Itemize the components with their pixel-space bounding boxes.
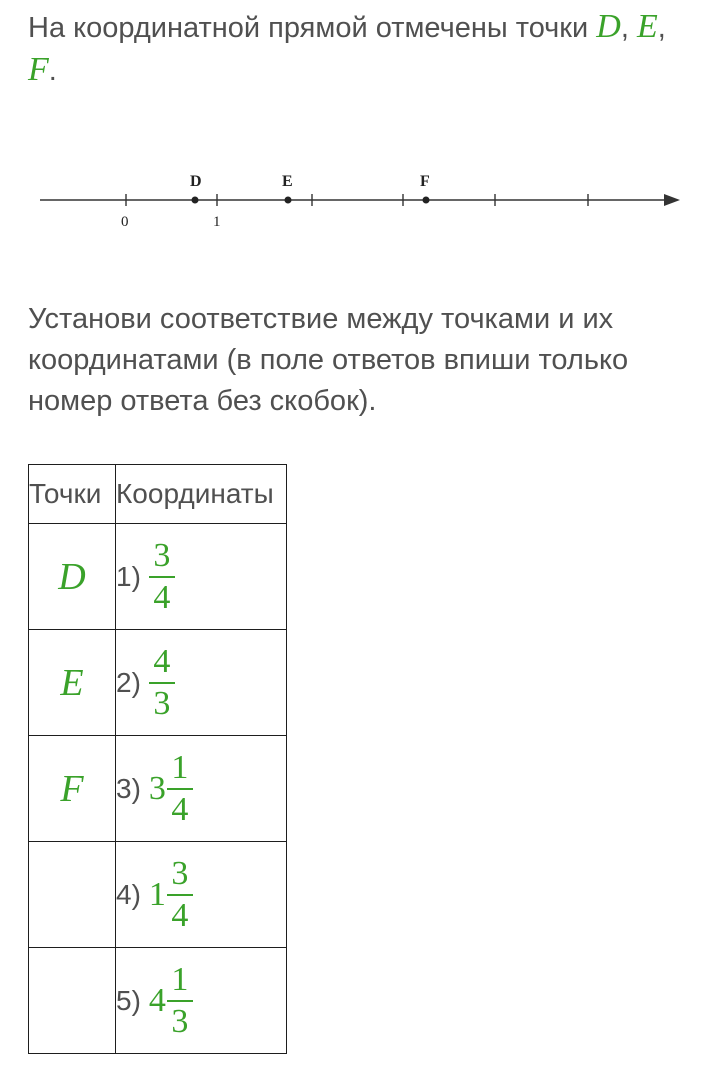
fraction (167, 856, 193, 934)
table-row (29, 524, 287, 630)
fraction-bar (167, 788, 193, 790)
point-d-marker (192, 197, 199, 204)
fraction-bar (149, 682, 175, 684)
point-cell (29, 842, 116, 948)
coordinate-option-3 (116, 750, 286, 828)
coordinate-option-5 (116, 962, 286, 1040)
fraction (167, 962, 193, 1040)
option-number: 2) (116, 666, 141, 698)
numerator: 4 (153, 642, 171, 680)
point-e-label: E (282, 173, 293, 190)
period: . (48, 55, 57, 87)
denominator: 3 (153, 684, 171, 722)
numerator: 3 (153, 536, 171, 574)
point-e-inline: E (636, 8, 658, 45)
fraction-bar (149, 576, 175, 578)
point-f-inline: F (28, 51, 49, 88)
number-line (30, 160, 690, 240)
coordinate-option-1 (116, 538, 286, 616)
matching-table (28, 464, 287, 1054)
option-number: 3) (116, 772, 141, 804)
coordinate-cell (116, 524, 287, 630)
point-cell (29, 524, 116, 630)
point-cell (29, 948, 116, 1054)
point-d-inline: D (596, 8, 621, 45)
fraction-bar (167, 1000, 193, 1002)
option-number: 1) (116, 560, 141, 592)
fraction-bar (167, 894, 193, 896)
fraction (149, 644, 175, 722)
point-e: E (60, 661, 84, 704)
coordinate-cell (116, 842, 287, 948)
whole-part: 1 (148, 875, 166, 913)
whole-part: 4 (148, 981, 166, 1019)
intro-text (28, 6, 698, 92)
comma: , (657, 12, 666, 44)
table-row (29, 948, 287, 1054)
fraction (149, 538, 175, 616)
tick-label-1: 1 (213, 214, 221, 230)
table-row (29, 630, 287, 736)
denominator: 3 (171, 1002, 189, 1040)
point-d: D (58, 555, 86, 598)
coordinate-option-2 (116, 644, 286, 722)
table-header-row (29, 465, 287, 524)
coordinate-cell (116, 948, 287, 1054)
coordinate-cell (116, 736, 287, 842)
coordinate-cell (116, 630, 287, 736)
table-row (29, 842, 287, 948)
tick-label-0: 0 (121, 214, 129, 230)
point-d-label: D (190, 173, 202, 190)
intro-sentence: На координатной прямой отмечены точки (28, 12, 589, 44)
instruction-text: Установи соответствие между точками и их координатами (в поле ответов впиши только номер ответа без скобок). (28, 303, 629, 417)
denominator: 4 (171, 790, 189, 828)
point-cell (29, 630, 116, 736)
numerator: 1 (171, 960, 189, 998)
header-points: Точки (29, 465, 116, 524)
option-number: 4) (116, 878, 141, 910)
point-f-label: F (420, 173, 430, 190)
whole-part: 3 (148, 769, 166, 807)
number-line-arrow (664, 194, 680, 206)
denominator: 4 (153, 578, 171, 616)
fraction (167, 750, 193, 828)
point-f-marker (423, 197, 430, 204)
point-f: F (60, 767, 84, 810)
table-row (29, 736, 287, 842)
point-e-marker (285, 197, 292, 204)
coordinate-option-4 (116, 856, 286, 934)
comma: , (620, 12, 629, 44)
numerator: 1 (171, 748, 189, 786)
option-number: 5) (116, 984, 141, 1016)
denominator: 4 (171, 896, 189, 934)
header-coordinates: Координаты (116, 465, 287, 524)
numerator: 3 (171, 854, 189, 892)
point-cell (29, 736, 116, 842)
